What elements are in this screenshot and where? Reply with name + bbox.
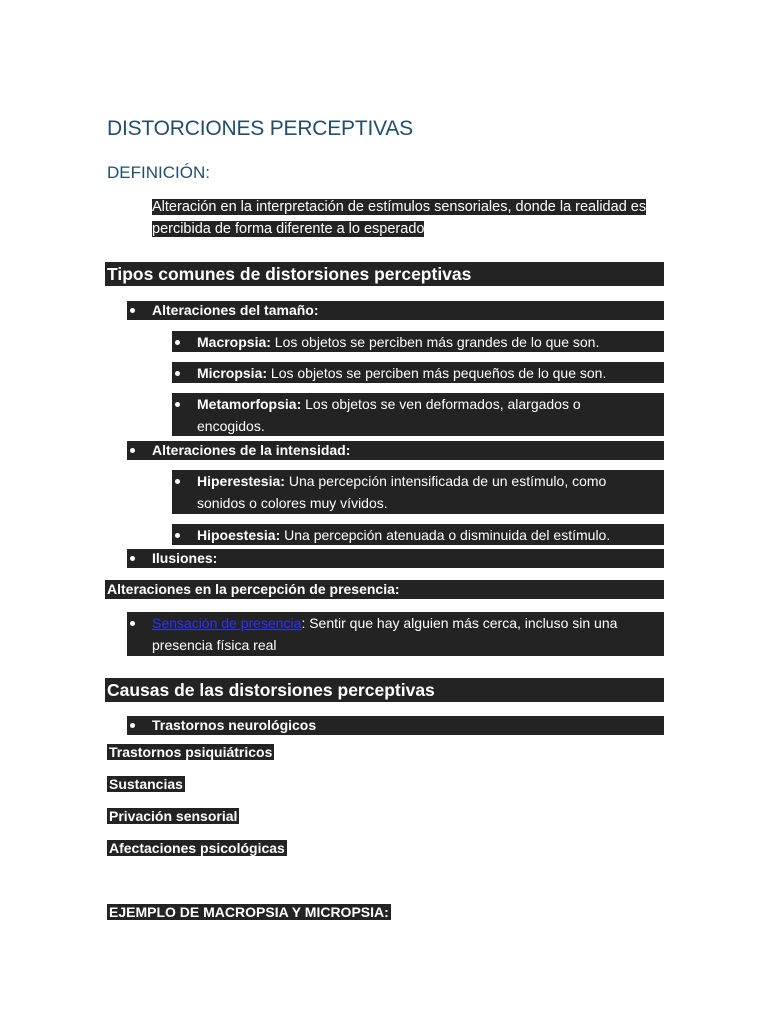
bullet-icon (130, 556, 135, 561)
list-item-hiperestesia: Hiperestesia: Una percepción intensificada de un estímulo, como sonidos o colores muy vívidos. (172, 470, 664, 514)
cause-psychiatric: Trastornos psiquiátricos (109, 744, 273, 760)
definition-heading: DEFINICIÓN: (107, 163, 210, 182)
bullet-icon (130, 621, 135, 626)
list-item-illusions: Ilusiones: (127, 549, 664, 568)
list-item-micropsia: Micropsia: Los objetos se perciben más pequeños de lo que son. (172, 362, 664, 383)
bullet-icon (175, 479, 180, 484)
cause-psychological: Afectaciones psicológicas (109, 840, 285, 856)
cause-substances: Sustancias (109, 776, 183, 792)
presence-heading: Alteraciones en la percepción de presencia: (105, 580, 664, 599)
bullet-icon (175, 402, 180, 407)
causes-heading: Causas de las distorsiones perceptivas (105, 678, 664, 702)
definition-text: Alteración en la interpretación de estímulos sensoriales, donde la realidad es percibida de forma diferente a lo esperado (152, 199, 647, 237)
list-item-size-alterations: Alteraciones del tamaño: (127, 301, 664, 320)
bullet-icon (130, 723, 135, 728)
bullet-icon (130, 308, 135, 313)
list-item-metamorfopsia: Metamorfopsia: Los objetos se ven deformados, alargados o encogidos. (172, 393, 664, 436)
types-heading: Tipos comunes de distorsiones perceptivas (105, 262, 664, 286)
list-item-intensity-alterations: Alteraciones de la intensidad: (127, 441, 664, 460)
list-item-macropsia: Macropsia: Los objetos se perciben más grandes de lo que son. (172, 331, 664, 352)
definition-block (152, 196, 657, 240)
sensacion-de-presencia-link[interactable]: Sensación de presencia (152, 615, 302, 631)
example-heading: EJEMPLO DE MACROPSIA Y MICROPSIA: (109, 904, 389, 920)
cause-sensory-deprivation: Privación sensorial (109, 808, 238, 824)
list-item-hipoestesia: Hipoestesia: Una percepción atenuada o disminuida del estímulo. (172, 524, 664, 545)
list-item-cause-neurological: Trastornos neurológicos (127, 716, 664, 735)
bullet-icon (175, 533, 180, 538)
bullet-icon (130, 448, 135, 453)
bullet-icon (175, 340, 180, 345)
page-title: DISTORCIONES PERCEPTIVAS (107, 117, 413, 140)
list-item-presence: Sensación de presencia: Sentir que hay alguien más cerca, incluso sin una presencia física real (127, 612, 664, 656)
bullet-icon (175, 371, 180, 376)
